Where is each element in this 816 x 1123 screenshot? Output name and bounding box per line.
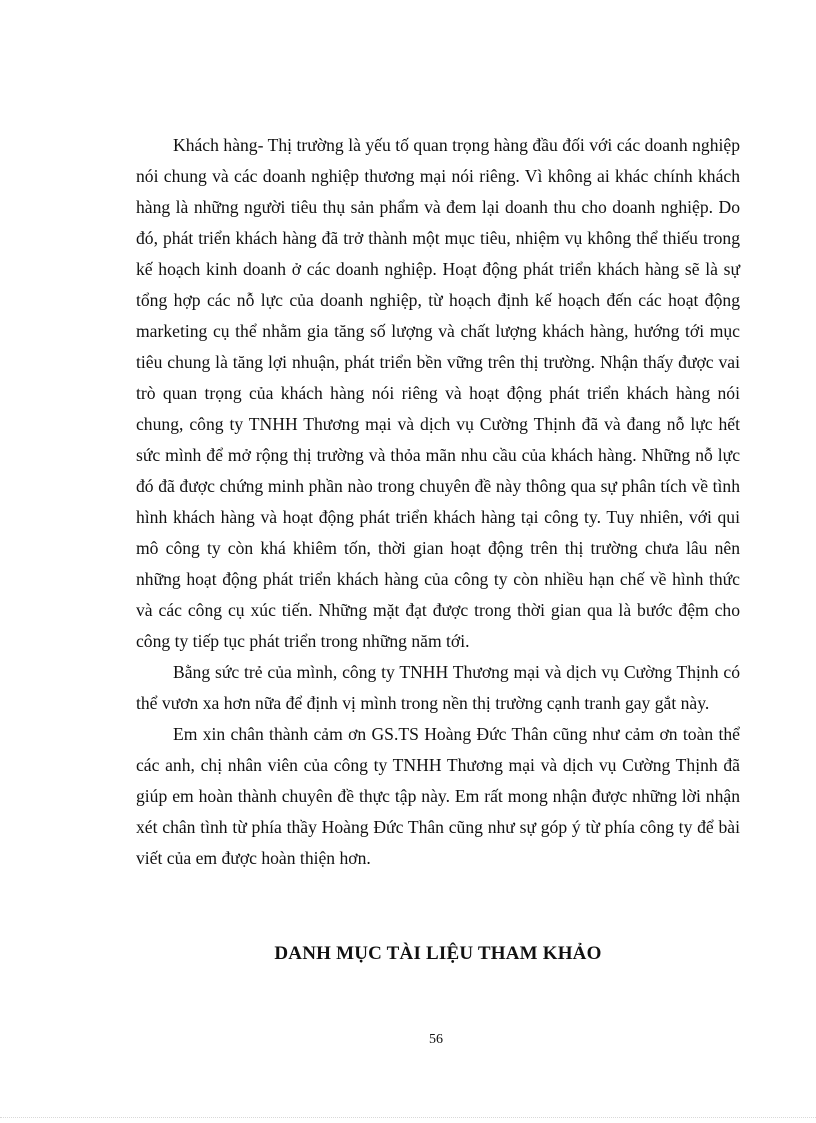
references-heading: DANH MỤC TÀI LIỆU THAM KHẢO (274, 943, 602, 964)
body-text (136, 130, 740, 874)
page-bottom-rule (0, 1117, 816, 1118)
page-number: 56 (429, 1032, 443, 1047)
paragraph-outlook: Bằng sức trẻ của mình, công ty TNHH Thương mại và dịch vụ Cường Thịnh có thể vươn xa hơn nữa để định vị mình trong nền thị trường cạnh tranh gay gắt này. (136, 662, 740, 713)
paragraph-acknowledgement: Em xin chân thành cảm ơn GS.TS Hoàng Đức Thân cũng như cảm ơn toàn thể các anh, chị nhân viên của công ty TNHH Thương mại và dịch vụ Cường Thịnh đã giúp em hoàn thành chuyên đề thực tập này. Em rất mong nhận được những lời nhận xét chân tình từ phía thầy Hoàng Đức Thân cũng như sự góp ý từ phía công ty để bài viết của em được hoàn thiện hơn. (136, 724, 740, 868)
paragraph-conclusion: Khách hàng- Thị trường là yếu tố quan trọng hàng đầu đối với các doanh nghiệp nói chung và các doanh nghiệp thương mại nói riêng. Vì không ai khác chính khách hàng là những người tiêu thụ sản phẩm và đem lại doanh thu cho doanh nghiệp. Do đó, phát triển khách hàng đã trở thành một mục tiêu, nhiệm vụ không thể thiếu trong kế hoạch kinh doanh ở các doanh nghiệp. Hoạt động phát triển khách hàng sẽ là sự tổng hợp các nỗ lực của doanh nghiệp, từ hoạch định kế hoạch đến các hoạt động marketing cụ thể nhằm gia tăng số lượng và chất lượng khách hàng, hướng tới mục tiêu chung là tăng lợi nhuận, phát triển bền vững trên thị trường. Nhận thấy được vai trò quan trọng của khách hàng nói riêng và hoạt động phát triển khách hàng nói chung, công ty TNHH Thương mại và dịch vụ Cường Thịnh đã và đang nỗ lực hết sức mình để mở rộng thị trường và thỏa mãn nhu cầu của khách hàng. Những nỗ lực đó đã được chứng minh phần nào trong chuyên đề này thông qua sự phân tích về tình hình khách hàng và hoạt động phát triển khách hàng tại công ty. Tuy nhiên, với qui mô công ty còn khá khiêm tốn, thời gian hoạt động trên thị trường chưa lâu nên những hoạt động phát triển khách hàng của công ty còn nhiều hạn chế về hình thức và các công cụ xúc tiến. Những mặt đạt được trong thời gian qua là bước đệm cho công ty tiếp tục phát triển trong những năm tới. (136, 135, 740, 651)
